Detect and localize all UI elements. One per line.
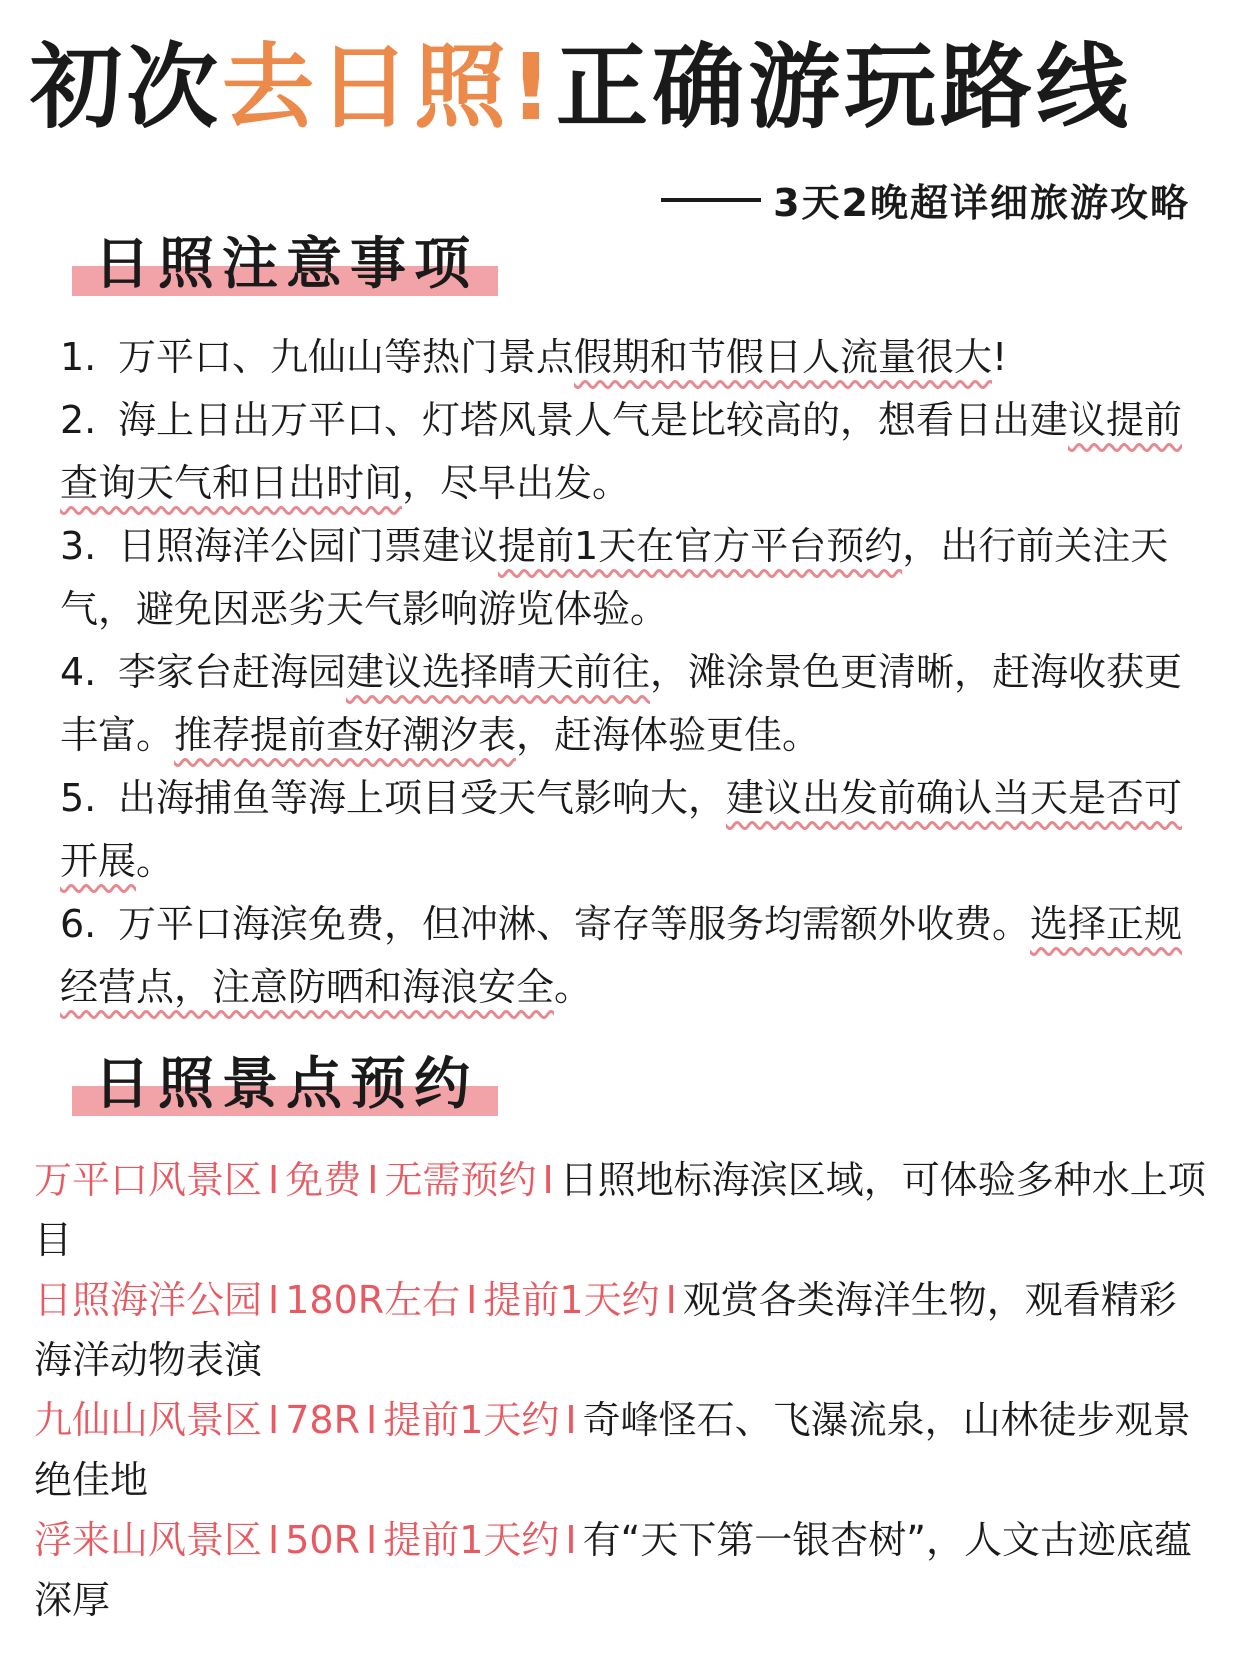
spots-list <box>34 1150 1214 1630</box>
spot-booking: 提前1天约 <box>483 1278 660 1322</box>
subtitle-text: 3天2晚超详细旅游攻略 <box>773 181 1190 225</box>
spot-desc: 日照地标海滨区域，可体验多种水上项目 <box>34 1158 1206 1262</box>
spot-price: 78R <box>285 1398 360 1442</box>
note-item: 6. 万平口海滨免费，但冲淋、寄存等服务均需额外收费。选择正规经营点，注意防晒和海浪安全。 <box>60 902 1183 1009</box>
spot-desc: 有“天下第一银杏树”，人文古迹底蕴深厚 <box>34 1518 1192 1622</box>
section-heading-spots-text: 日照景点预约 <box>94 1052 478 1117</box>
subtitle <box>661 172 1190 227</box>
note-item: 2. 海上日出万平口、灯塔风景人气是比较高的，想看日出建议提前查询天气和日出时间，尽早出发。 <box>60 398 1183 505</box>
page-title <box>30 28 1220 148</box>
spot-booking: 提前1天约 <box>383 1398 560 1442</box>
section-heading-spots <box>72 1050 498 1120</box>
note-item: 1. 万平口、九仙山等热门景点假期和节假日人流量很大! <box>60 335 1008 379</box>
title-part2: 正确游玩路线 <box>555 34 1132 141</box>
title-part1: 初次 <box>30 34 223 141</box>
notes-list <box>60 326 1200 1019</box>
note-item: 4. 李家台赶海园建议选择晴天前往，滩涂景色更清晰，赶海收获更丰富。推荐提前查好潮汐表，赶海体验更佳。 <box>60 650 1183 757</box>
spot-name: 九仙山风景区 <box>34 1398 263 1442</box>
spot-price: 50R <box>285 1518 360 1562</box>
spot-item: 日照海洋公园 I 180R左右 I 提前1天约 I 观赏各类海洋生物，观看精彩海洋动物表演 <box>34 1278 1177 1382</box>
subtitle-dash <box>661 198 761 202</box>
title-accent: 去日照! <box>222 34 556 141</box>
spot-name: 万平口风景区 <box>34 1158 263 1202</box>
spot-name: 浮来山风景区 <box>34 1518 263 1562</box>
spot-item: 九仙山风景区 I 78R I 提前1天约 I 奇峰怪石、飞瀑流泉，山林徒步观景绝佳地 <box>34 1398 1191 1502</box>
spot-item: 浮来山风景区 I 50R I 提前1天约 I 有“天下第一银杏树”，人文古迹底蕴深厚 <box>34 1518 1192 1622</box>
section-heading-notes <box>72 230 498 300</box>
section-heading-notes-text: 日照注意事项 <box>94 232 478 297</box>
spot-desc: 观赏各类海洋生物，观看精彩海洋动物表演 <box>34 1278 1177 1382</box>
spot-price: 180R左右 <box>285 1278 461 1322</box>
spot-booking: 提前1天约 <box>383 1518 560 1562</box>
note-item: 3. 日照海洋公园门票建议提前1天在官方平台预约，出行前关注天气，避免因恶劣天气影响游览体验。 <box>60 524 1169 631</box>
note-item: 5. 出海捕鱼等海上项目受天气影响大，建议出发前确认当天是否可开展。 <box>60 776 1183 883</box>
spot-desc: 奇峰怪石、飞瀑流泉，山林徒步观景绝佳地 <box>34 1398 1191 1502</box>
spot-name: 日照海洋公园 <box>34 1278 263 1322</box>
spot-booking: 无需预约 <box>384 1158 537 1202</box>
spot-price: 免费 <box>285 1158 362 1202</box>
spot-item: 万平口风景区 I 免费 I 无需预约 I 日照地标海滨区域，可体验多种水上项目 <box>34 1158 1206 1262</box>
